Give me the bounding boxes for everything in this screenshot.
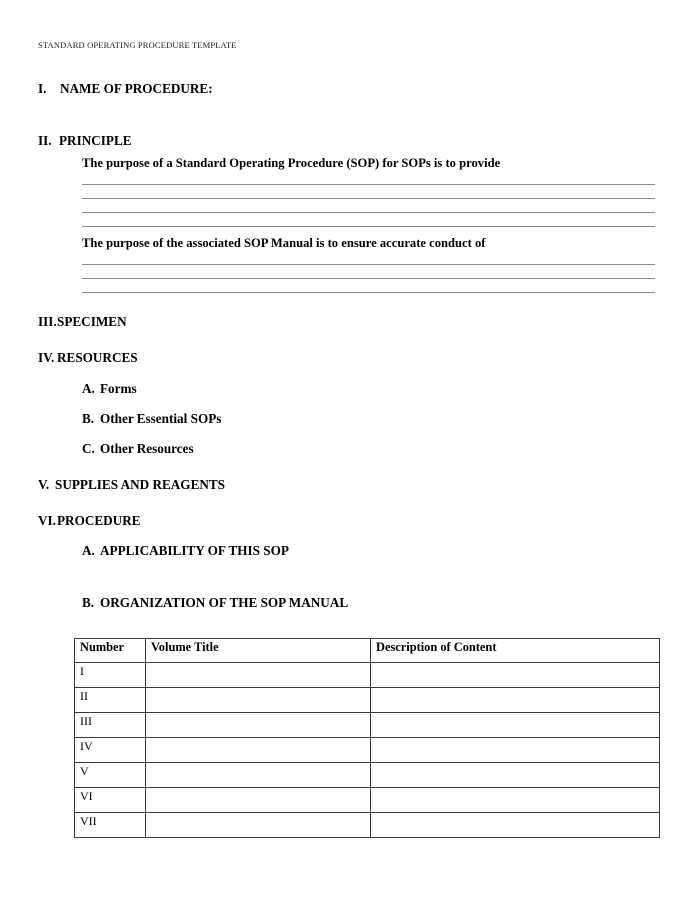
blank-rule-line[interactable] [82,292,655,293]
blank-rule-line[interactable] [82,184,655,185]
cell-description[interactable] [371,688,660,713]
section-heading-supplies-and-reagents [38,477,225,493]
subitem-letter: A. [82,543,95,558]
cell-description[interactable] [371,738,660,763]
cell-volume-title[interactable] [146,738,371,763]
section-heading-specimen [38,314,127,330]
section-heading-resources [38,350,138,366]
cell-number: I [75,663,146,688]
column-header-number: Number [75,639,146,663]
cell-description[interactable] [371,713,660,738]
cell-number: VII [75,813,146,838]
cell-number: VI [75,788,146,813]
cell-volume-title[interactable] [146,688,371,713]
table-row [75,813,660,838]
subitem-letter: A. [82,381,95,396]
cell-volume-title[interactable] [146,713,371,738]
subitem-label: ORGANIZATION OF THE SOP MANUAL [100,595,349,610]
subitem-label: APPLICABILITY OF THIS SOP [100,543,289,558]
subitem-letter: B. [82,411,95,426]
cell-number: V [75,763,146,788]
blank-rule-line[interactable] [82,278,655,279]
section-title: NAME OF PROCEDURE: [60,81,213,96]
blank-rule-line[interactable] [82,264,655,265]
table-row [75,763,660,788]
section-numeral: VI. [38,513,56,528]
section-title: PRINCIPLE [59,133,132,148]
cell-number: IV [75,738,146,763]
cell-description[interactable] [371,763,660,788]
table-row [75,738,660,763]
cell-volume-title[interactable] [146,813,371,838]
resources-item-other-essential-sops [82,411,221,427]
subitem-label: Other Essential SOPs [100,411,222,426]
cell-description[interactable] [371,663,660,688]
table-row [75,713,660,738]
section-title: SPECIMEN [57,314,127,329]
section-numeral: III. [38,314,57,329]
subitem-label: Other Resources [100,441,194,456]
cell-description[interactable] [371,788,660,813]
procedure-item-applicability [82,543,289,559]
section-numeral: I. [38,81,47,96]
table-row [75,663,660,688]
table-header-row [75,639,660,663]
section-heading-procedure [38,513,141,529]
procedure-item-organization [82,595,348,611]
resources-item-other-resources [82,441,194,457]
table-row [75,688,660,713]
cell-number: II [75,688,146,713]
cell-volume-title[interactable] [146,763,371,788]
column-header-volume-title: Volume Title [146,639,371,663]
table-row [75,788,660,813]
subitem-letter: B. [82,595,95,610]
section-title: SUPPLIES AND REAGENTS [55,477,226,492]
subitem-letter: C. [82,441,95,456]
section-numeral: II. [38,133,52,148]
blank-rule-line[interactable] [82,212,655,213]
section-title: PROCEDURE [57,513,141,528]
subitem-label: Forms [100,381,137,396]
section-heading-name-of-procedure [38,81,213,97]
blank-rule-line[interactable] [82,226,655,227]
section-heading-principle [38,133,132,149]
column-header-description-of-content: Description of Content [371,639,660,663]
blank-rule-line[interactable] [82,198,655,199]
section-numeral: V. [38,477,50,492]
document-running-header: STANDARD OPERATING PROCEDURE TEMPLATE [38,40,237,50]
cell-description[interactable] [371,813,660,838]
cell-volume-title[interactable] [146,663,371,688]
cell-number: III [75,713,146,738]
volume-organization-table [74,638,660,838]
cell-volume-title[interactable] [146,788,371,813]
principle-paragraph-2: The purpose of the associated SOP Manual is to ensure accurate conduct of [82,236,486,250]
resources-item-forms [82,381,137,397]
principle-paragraph-1: The purpose of a Standard Operating Procedure (SOP) for SOPs is to provide [82,156,501,170]
section-title: RESOURCES [57,350,138,365]
section-numeral: IV. [38,350,55,365]
